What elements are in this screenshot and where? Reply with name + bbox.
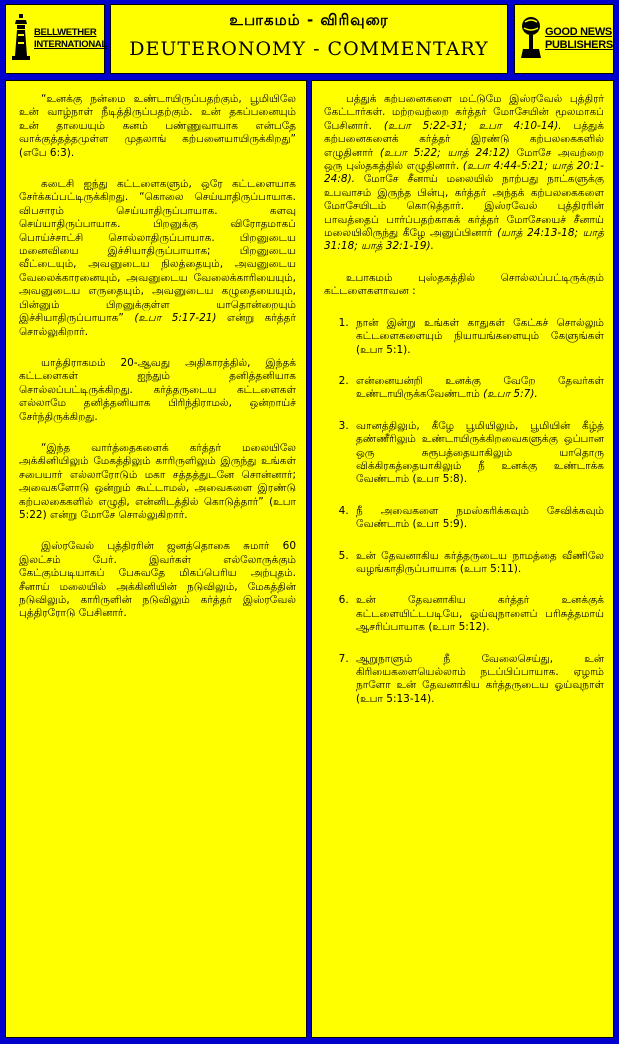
- logo-right-line1: GOOD NEWS: [545, 26, 612, 38]
- list-item: [352, 375, 604, 402]
- commandment-list: [324, 317, 604, 707]
- paragraph: உபாகமம் புஸ்தகத்தில் சொல்லப்பட்டிருக்கும் கட்டளைகளாவன :: [324, 271, 604, 298]
- list-item: [352, 317, 604, 357]
- list-item: [352, 505, 604, 532]
- left-column: [5, 80, 307, 1038]
- paragraph: [19, 178, 296, 339]
- scripture-ref: (உபா 5:12).: [428, 621, 490, 634]
- scripture-ref: (உபா 5:11).: [459, 562, 522, 575]
- paragraph: [324, 93, 604, 254]
- scripture-ref: (உபா 5:9).: [412, 518, 468, 531]
- commandment-text: ஆறுநாளும் நீ வேலைசெய்து, உன் கிரியைகளையெல்லாம் நடப்பிப்பாயாக. ஏழாம் நாளோ உன் தேவனாகிய கர்த்தருடைய ஓய்வுநாள்: [356, 652, 604, 692]
- good-news-logo: [514, 4, 614, 74]
- scripture-ref: (எபே 6:3).: [19, 146, 75, 159]
- list-item: [352, 594, 604, 634]
- commandment-text: உன் தேவனாகிய கர்த்தருடைய நாமத்தை வீணிலே வழங்காதிருப்பாயாக: [356, 549, 604, 575]
- bellwether-logo: [5, 4, 105, 74]
- paragraph-text: மோசே அவற்றை ஒரு புஸ்தகத்தில் எழுதினார்.: [324, 146, 604, 173]
- paragraph-text: “இந்த வார்த்தைகளைக் கர்த்தர் மலையிலே அக்கினியிலும் மேகத்திலும் காரிருளிலும் இருந்து உங்கள் சபையார் எல்லாரோடும் மகா சத்தத்துடனே சொன்னார்; அவைகளோடு ஒன்றும் கூட்டாமல், அவைகளை இரண்டு கற்பலகைகளில் எழுதி, என்னிடத்தில் கொடுத்தார்”: [19, 441, 296, 508]
- page-header: [110, 4, 508, 74]
- scripture-ref: (உபா 5:7).: [483, 388, 538, 401]
- scripture-ref: (உபா 4:44-5:21; யாத் 20:1-24:8).: [324, 160, 604, 186]
- title-tamil: உபாகமம் - விரிவுரை: [229, 11, 389, 29]
- paragraph-text: பத்துக் கற்பனைகளை மட்டுமே இஸ்ரவேல் புத்திரர் கேட்டார்கள். மற்றவற்றை கர்த்தர் மோசேயின் மூலமாகப் பேசினார்.: [324, 93, 604, 132]
- commandment-text: உன் தேவனாகிய கர்த்தர் உனக்குக் கட்டளையிட்டபடியே, ஓய்வுநாளைப் பரிசுத்தமாய் ஆசரிப்பாயாக: [356, 594, 604, 634]
- paragraph-text: என்று கர்த்தர் சொல்லுகிறார்.: [19, 312, 296, 338]
- paragraph: இஸ்ரவேல் புத்திரரின் ஜனத்தொகை சுமார் 60 இலட்சம் பேர். இவர்கள் எல்லோருக்கும் கேட்கும்படியாகப் பேசுவதே மிகப்பெரிய அற்புதம். சீனாய் மலையில் அக்கினியின் நடுவிலும், மேகத்தின் நடுவிலும், காரிருளின் நடுவிலும் கர்த்தர் இஸ்ரவேல் புத்திரரோடு பேசினார்.: [19, 540, 296, 620]
- scripture-ref: (உபா 5:22; யாத் 24:12): [379, 146, 510, 159]
- paragraph: [19, 442, 296, 522]
- good-news-logo-text: [545, 26, 613, 52]
- list-item: [352, 653, 604, 707]
- commandment-text: நான் இன்று உங்கள் காதுகள் கேட்கச் சொல்லும் கட்டளைகளையும் நியாயங்களையும் கேளுங்கள்: [356, 316, 604, 343]
- paragraph: யாத்திராகமம் 20-ஆவது அதிகாரத்தில், இந்தக் கட்டளைகள் ஐந்தும் தனித்தனியாக சொல்லப்பட்டிருக்கிறது. கர்த்தருடைய கட்டளைகள் எல்லாமே தனித்தனியாக பிரிந்திராமல், ஒன்றாய்ச் சேர்ந்திருக்கிறது.: [19, 356, 296, 423]
- commandment-text: என்னையன்றி உனக்கு வேறே தேவர்கள் உண்டாயிருக்கவேண்டாம்: [356, 374, 604, 401]
- commandment-text: நீ அவைகளை நமஸ்கரிக்கவும் சேவிக்கவும் வேண்டாம்: [356, 504, 604, 531]
- commandment-text: வானத்திலும், கீழே பூமியிலும், பூமியின் கீழ்த் தண்ணீரிலும் உண்டாயிருக்கிறவைகளுக்கு ஒப்பான ஒரு சுரூபத்தையாகிலும் யாதொரு விக்கிரகத்தையாகிலும் நீ உனக்கு உண்டாக்க வேண்டாம்: [356, 419, 604, 486]
- list-item: [352, 420, 604, 487]
- bellwether-logo-text: [34, 27, 107, 51]
- logo-right-line2: PUBLISHERS: [545, 39, 613, 51]
- scripture-ref: (உபா 5:8).: [412, 473, 468, 486]
- paragraph: [19, 93, 296, 160]
- scripture-ref: (யாத் 24:13-18; யாத் 31:18; யாத் 32:1-19).: [324, 227, 605, 253]
- globe-stand-icon: [519, 12, 543, 66]
- scripture-ref: (உபா 5:13-14).: [356, 692, 435, 705]
- list-item: [352, 550, 604, 577]
- lighthouse-icon: [10, 12, 32, 66]
- scripture-ref: (உபா 5:1).: [356, 343, 411, 356]
- logo-left-line2: INTERNATIONAL: [34, 39, 107, 50]
- scripture-ref: (உபா 5:22-31; உபா 4:10-14).: [383, 119, 562, 132]
- paragraph-text: பத்துக் கற்பனைகளைக் கர்த்தர் இரண்டு கற்பலகைகளில் எழுதினார்: [324, 119, 604, 159]
- paragraph-text: என்று மோசே சொல்லுகிறார்.: [50, 508, 188, 521]
- title-english: DEUTERONOMY - COMMENTARY: [129, 38, 489, 60]
- scripture-ref: (உபா 5:22): [19, 495, 296, 521]
- scripture-ref: (உபா 5:17-21): [134, 312, 217, 325]
- paragraph-text: மோசே சீனாய் மலையில் நாற்பது நாட்களுக்கு உபவாசம் இருந்த பின்பு, கர்த்தர் அந்தக் கற்பலகைகளை மோசேயிடம் கொடுத்தார். இஸ்ரவேல் புத்திரரின் பாவத்தைப் பார்ப்பதற்காகக் கர்த்தர் மோசேயைச் சீனாய் மலையிலிருந்து கீழே அனுப்பினார்: [324, 173, 604, 240]
- paragraph-text: கடைசி ஐந்து கட்டளைகளும், ஒரே கட்டளையாக சேர்க்கப்பட்டிருக்கிறது. “கொலை செய்யாதிருப்பாயாக. விபசாரம் செய்யாதிருப்பாயாக. களவு செய்யாதிருப்பாயாக. பிறனுக்கு விரோதமாகப் பொய்ச்சாட்சி சொல்லாதிருப்பாயாக. பிறனுடைய மனைவியை இச்சியாதிருப்பாயாக; பிறனுடைய வீட்டையும், அவனுடைய நிலத்தையும், அவனுடைய வேலைக்காரனையும், அவனுடைய வேலைக்காரியையும், அவனுடைய எருதையும், அவனுடைய கழுதையையும், பின்னும் பிறனுக்குள்ள யாதொன்றையும் இச்சியாதிருப்பாயாக”: [19, 178, 296, 325]
- paragraph-text: “உனக்கு நன்மை உண்டாயிருப்பதற்கும், பூமியிலே உன் வாழ்நாள் நீடித்திருப்பதற்கும். உன் தகப்பனையும் உன் தாயையும் கனம் பண்ணுவாயாக என்பதே வாக்குத்தத்தமுள்ள முதலாங் கற்பனையாயிருக்கிறது”: [19, 93, 296, 146]
- logo-left-line1: BELLWETHER: [34, 27, 97, 38]
- right-column: [311, 80, 614, 1038]
